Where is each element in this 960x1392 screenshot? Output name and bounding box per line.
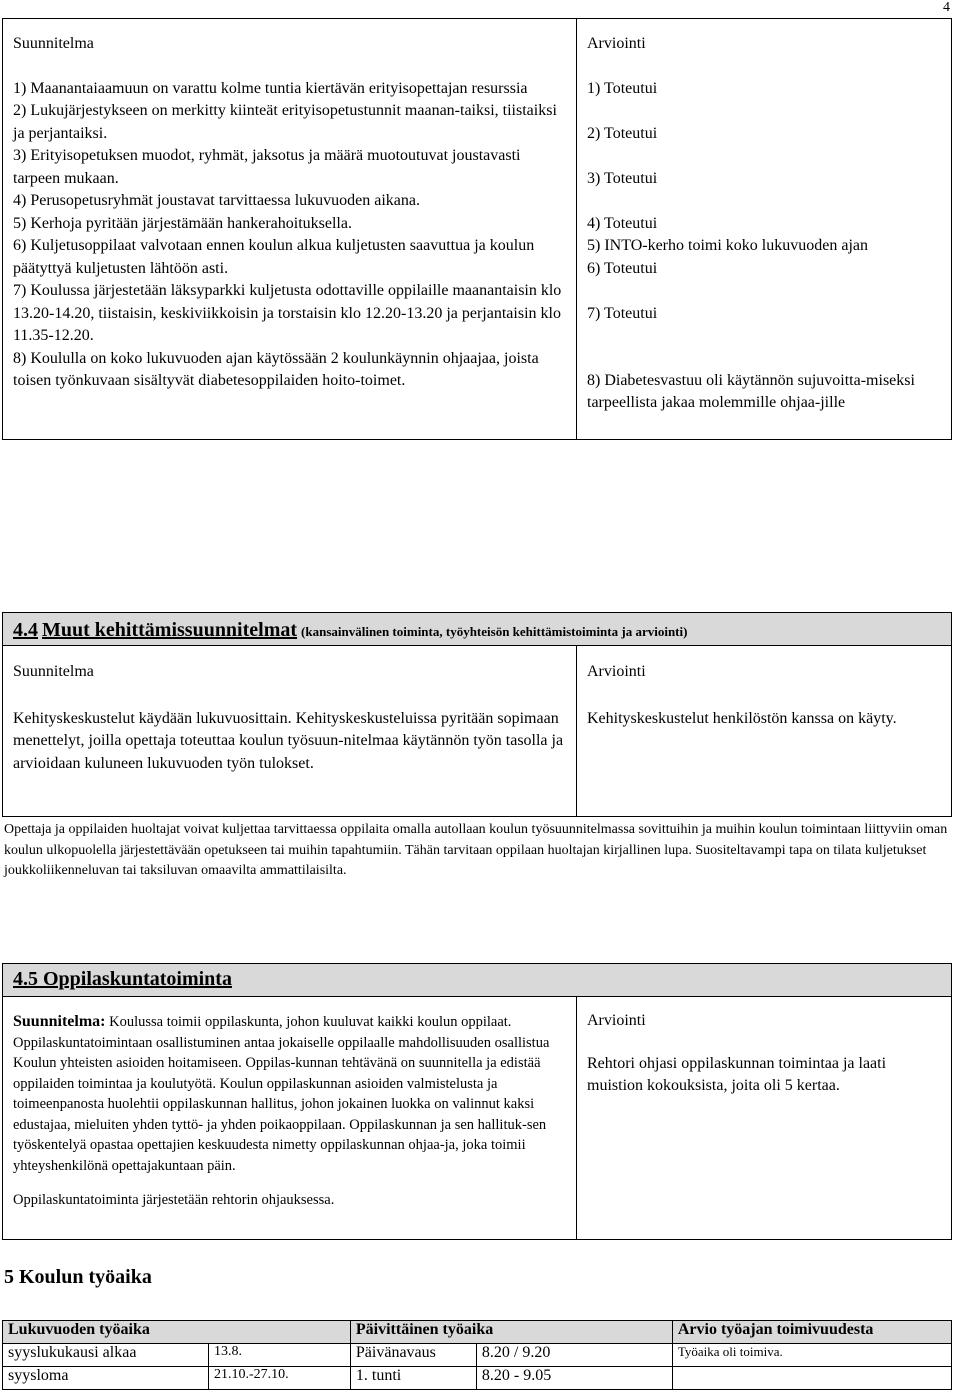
section-4-5-heading	[2, 963, 952, 997]
plan-item-4: 4) Perusopetusryhmät joustavat tarvittaessa lukuvuoden aikana.	[13, 192, 421, 209]
evaluation-item-2: 2) Toteutui	[587, 124, 658, 142]
evaluation-text: Rehtori ohjasi oppilaskunnan toimintaa ja laati muistion kokouksista, joita oli 5 kertaa.	[587, 1054, 887, 1094]
evaluation-title: Arviointi	[587, 35, 646, 52]
evaluation-item-5: 5) INTO-kerho toimi koko lukuvuoden ajan	[587, 237, 868, 254]
table-cell: 13.8.	[209, 1344, 351, 1367]
evaluation-text: Kehityskeskustelut henkilöstön kanssa on käyty.	[587, 709, 897, 727]
plan-item-3: 3) Erityisopetuksen muodot, ryhmät, jaksotus ja määrä muotoutuvat joustavasti tarpeen mukaan.	[13, 147, 521, 187]
table-cell: 8.20 - 9.05	[476, 1367, 672, 1390]
plan-text: Kehityskeskustelut käydään lukuvuosittain. Kehityskeskusteluissa pyritään sopimaan menettelyt, joilla opettaja toteuttaa koulun työsuun-nitelmaa käytännön työn tasolla ja arvioidaan kuluneen lukuvuoden työn tulokset.	[13, 709, 564, 772]
plan-item-1: 1) Maanantaiaamuun on varattu kolme tuntia kiertävän erityisopettajan resurssia	[13, 79, 528, 97]
table-header-row	[3, 1321, 952, 1344]
evaluation-item-1: 1) Toteutui	[587, 79, 658, 97]
plan-text: Koulussa toimii oppilaskunta, johon kuuluvat kaikki koulun oppilaat. Oppilaskuntatoimintaan osallistuminen antaa jokaiselle oppilaalle mahdollisuuden osallistua Koulun yhteisten asioiden hoitamiseen. Oppilas-kunnan tehtävänä on suunnitella ja edistää oppilaiden toimintaa ja koulutyötä. Koulun oppilaskunnan asioiden valmistelusta ja toimeenpanosta huolehtii oppilaskunnan hallitus, johon jokainen luokka on valinnut kaksi edustajaa, mieluiten yhden tyttö- ja yhden poikaoppilaan. Oppilaskunnan ja sen hallituk-sen työskentelyä opastaa opettajien keskuudesta nimetty oppilaskunnan ohjaa-ja, joka toimii yhteyshenkilönä opettajakuntaan päin.	[13, 1014, 550, 1174]
plan-title: Suunnitelma	[13, 663, 94, 680]
plan-evaluation-table-2	[2, 645, 952, 817]
plan-evaluation-table-1	[2, 18, 952, 440]
section-5-title: 5 Koulun työaika	[4, 1266, 152, 1288]
plan-column	[3, 645, 577, 816]
section-4-4-subtitle: (kansainvälinen toiminta, työyhteisön kehittämistoiminta ja arviointi)	[301, 624, 688, 639]
table-cell: Työaika oli toimiva.	[672, 1344, 951, 1367]
header-cell-1: Lukuvuoden työaika	[3, 1321, 351, 1344]
plan-item-8: 8) Koululla on koko lukuvuoden ajan käytössään 2 koulunkäynnin ohjaajaa, joista toisen työnkuvaan sisältyvät diabetesoppilaiden hoito-toimet.	[13, 349, 539, 389]
table-cell: syyslukukausi alkaa	[3, 1344, 209, 1367]
table-cell: Päivänavaus	[350, 1344, 476, 1367]
plan-footer: Oppilaskuntatoiminta järjestetään rehtorin ohjauksessa.	[13, 1192, 335, 1208]
plan-item-6: 6) Kuljetusoppilaat valvotaan ennen koulun alkua kuljetusten saavuttua ja koulun päätyttyä kuljetusten lähtöön asti.	[13, 237, 535, 277]
evaluation-column	[577, 645, 951, 816]
table-cell: 21.10.-27.10.	[209, 1367, 351, 1390]
evaluation-title: Arviointi	[587, 663, 646, 680]
evaluation-item-3: 3) Toteutui	[587, 169, 658, 187]
evaluation-title: Arviointi	[587, 1012, 646, 1029]
section-4-4-heading	[2, 612, 952, 646]
table-cell: syysloma	[3, 1367, 209, 1390]
evaluation-item-4: 4) Toteutui	[587, 214, 658, 232]
evaluation-column	[577, 19, 951, 439]
table-cell: 1. tunti	[350, 1367, 476, 1390]
header-cell-2: Päivittäinen työaika	[350, 1321, 672, 1344]
plan-label: Suunnitelma:	[13, 1013, 106, 1030]
table-cell: 8.20 / 9.20	[476, 1344, 672, 1367]
plan-item-7: 7) Koulussa järjestetään läksyparkki kuljetusta odottaville oppilaille maanantaisin klo 13.20-14.20, tiistaisin, keskiviikkoisin ja torstaisin klo 12.20-13.20 ja perjantaisin klo 11.35-12.20.	[13, 282, 562, 344]
evaluation-item-6: 6) Toteutui	[587, 259, 658, 277]
plan-item-2: 2) Lukujärjestykseen on merkitty kiinteät erityisopetustunnit maanan-taiksi, tiistaiksi ja perjantaiksi.	[13, 102, 557, 142]
table-cell	[672, 1367, 951, 1390]
section-4-4-title: Muut kehittämissuunnitelmat	[42, 619, 298, 641]
transport-paragraph: Opettaja ja oppilaiden huoltajat voivat kuljettaa tarvittaessa oppilaita omalla autollaan koulun työsuunnitelmassa sovittuihin ja muihin koulun toimintaan liittyviin oman koulun ulkopuolella järjestettävään opetukseen tai muihin tapahtumiin. Tähän tarvitaan oppilaan huoltajan kirjallinen lupa. Suositeltavampi tapa on tilata kuljetukset joukkoliikenneluvan tai taksiluvan omaavilta ammattilaisilta.	[4, 822, 948, 878]
evaluation-item-8: 8) Diabetesvastuu oli käytännön sujuvoitta-miseksi tarpeellista jakaa molemmille ohjaa-jille	[587, 371, 915, 411]
section-4-4-number: 4.4	[13, 619, 38, 641]
table-row	[3, 1344, 952, 1367]
plan-column	[3, 19, 577, 439]
plan-title: Suunnitelma	[13, 35, 94, 52]
working-time-table	[2, 1320, 952, 1390]
plan-evaluation-table-3	[2, 996, 952, 1240]
header-cell-3: Arvio työajan toimivuudesta	[672, 1321, 951, 1344]
table-row	[3, 1367, 952, 1390]
plan-item-5: 5) Kerhoja pyritään järjestämään hankerahoituksella.	[13, 214, 352, 232]
section-4-5-title: 4.5 Oppilaskuntatoiminta	[13, 968, 232, 990]
plan-column	[3, 996, 577, 1239]
page-number: 4	[943, 0, 950, 15]
evaluation-item-7: 7) Toteutui	[587, 304, 658, 322]
evaluation-column	[577, 996, 951, 1239]
